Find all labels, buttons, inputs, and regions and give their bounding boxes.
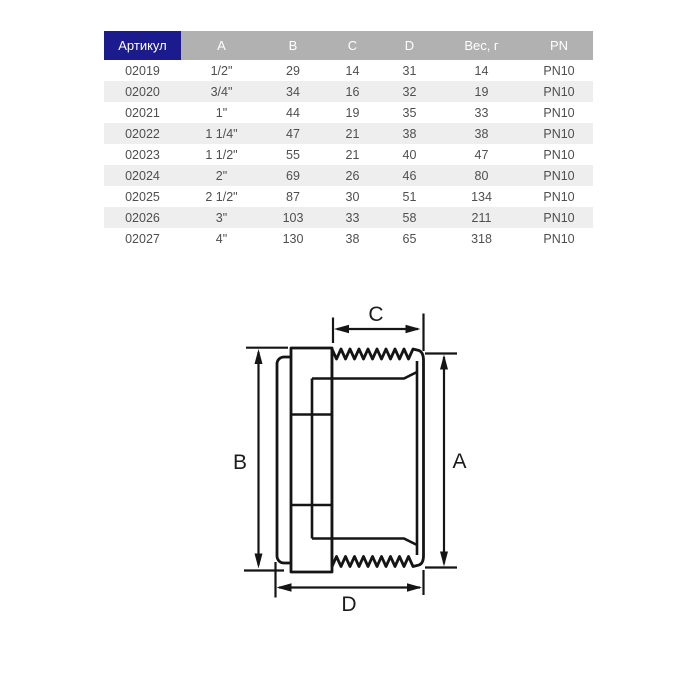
article-cell: 02024 [125, 168, 160, 183]
dim-d-cell: 31 [402, 63, 417, 78]
dim-b-cell: 55 [286, 147, 300, 162]
article-cell: 02021 [125, 105, 160, 120]
dim-b-cell: 103 [282, 210, 304, 225]
b-arrow-up-icon [255, 349, 263, 364]
dim-b-cell: 130 [282, 231, 304, 246]
dim-b-cell: 34 [286, 84, 300, 99]
dim-d-cell: 51 [402, 189, 417, 204]
threaded-body-shape [332, 349, 424, 567]
dim-c-cell: 38 [345, 231, 360, 246]
a-arrow-up-icon [440, 355, 448, 370]
dim-c-cell: 16 [345, 84, 360, 99]
weight-cell: 80 [474, 168, 489, 183]
d-arrow-right-icon [407, 583, 422, 592]
dim-c-cell: 26 [345, 168, 360, 183]
dim-a-cell: 2 1/2" [205, 189, 238, 204]
dim-a-cell: 3/4" [210, 84, 233, 99]
header-col-b: B [262, 31, 324, 60]
dim-a-cell: 4" [215, 231, 228, 246]
article-cell: 02019 [125, 63, 160, 78]
weight-cell: 134 [471, 189, 492, 204]
weight-cell: 19 [474, 84, 489, 99]
dim-b-cell: 87 [286, 189, 300, 204]
header-col-d: D [381, 31, 438, 60]
article-cell: 02020 [125, 84, 160, 99]
dim-label-c: C [368, 303, 384, 326]
dim-label-b: B [232, 451, 248, 474]
a-arrow-down-icon [440, 552, 448, 567]
dim-d-cell: 38 [402, 126, 417, 141]
dim-b-cell: 44 [286, 105, 300, 120]
header-article: Артикул [104, 31, 181, 60]
dim-c-cell: 14 [345, 63, 360, 78]
dim-label-d: D [341, 593, 357, 616]
dim-label-a: A [452, 450, 467, 473]
article-cell: 02026 [125, 210, 160, 225]
dim-d-cell: 46 [402, 168, 417, 183]
pn-cell: PN10 [543, 105, 575, 120]
dim-d-cell: 58 [402, 210, 417, 225]
pn-cell: PN10 [543, 189, 575, 204]
dim-c-cell: 21 [345, 147, 360, 162]
article-cell: 02025 [125, 189, 160, 204]
pn-cell: PN10 [543, 231, 575, 246]
article-cell: 02027 [125, 231, 160, 246]
dim-a-cell: 1 1/2" [205, 147, 238, 162]
article-cell: 02022 [125, 126, 160, 141]
pn-cell: PN10 [543, 147, 575, 162]
pn-cell: PN10 [543, 168, 575, 183]
dim-b-cell: 47 [286, 126, 300, 141]
pn-cell: PN10 [543, 210, 575, 225]
weight-cell: 14 [474, 63, 489, 78]
article-cell: 02023 [125, 147, 160, 162]
dim-c-cell: 19 [345, 105, 360, 120]
dimension-a [425, 354, 467, 568]
dimension-c [333, 303, 424, 351]
dim-c-cell: 30 [345, 189, 360, 204]
dim-b-cell: 69 [286, 168, 300, 183]
d-arrow-left-icon [277, 583, 292, 592]
dim-a-cell: 2" [215, 168, 228, 183]
dim-a-cell: 1" [215, 105, 228, 120]
header-col-a: A [181, 31, 262, 60]
pn-cell: PN10 [543, 84, 575, 99]
dim-a-cell: 3" [215, 210, 228, 225]
header-col-pn: PN [525, 31, 593, 60]
pn-cell: PN10 [543, 63, 575, 78]
header-col-weight: Вес, г [438, 31, 525, 60]
b-arrow-down-icon [255, 554, 263, 569]
fitting-body [277, 348, 424, 572]
pn-cell: PN10 [543, 126, 575, 141]
weight-cell: 47 [474, 147, 489, 162]
header-col-c: C [324, 31, 381, 60]
c-arrow-left-icon [334, 325, 349, 334]
weight-cell: 38 [474, 126, 489, 141]
weight-cell: 318 [471, 231, 492, 246]
dim-d-cell: 65 [402, 231, 417, 246]
dim-d-cell: 32 [402, 84, 417, 99]
weight-cell: 33 [474, 105, 489, 120]
weight-cell: 211 [471, 210, 492, 225]
c-arrow-right-icon [406, 325, 421, 334]
dim-b-cell: 29 [286, 63, 300, 78]
dim-c-cell: 33 [345, 210, 360, 225]
dim-c-cell: 21 [345, 126, 360, 141]
dim-d-cell: 35 [402, 105, 417, 120]
dim-d-cell: 40 [402, 147, 417, 162]
dim-a-cell: 1 1/4" [205, 126, 238, 141]
dim-a-cell: 1/2" [210, 63, 233, 78]
